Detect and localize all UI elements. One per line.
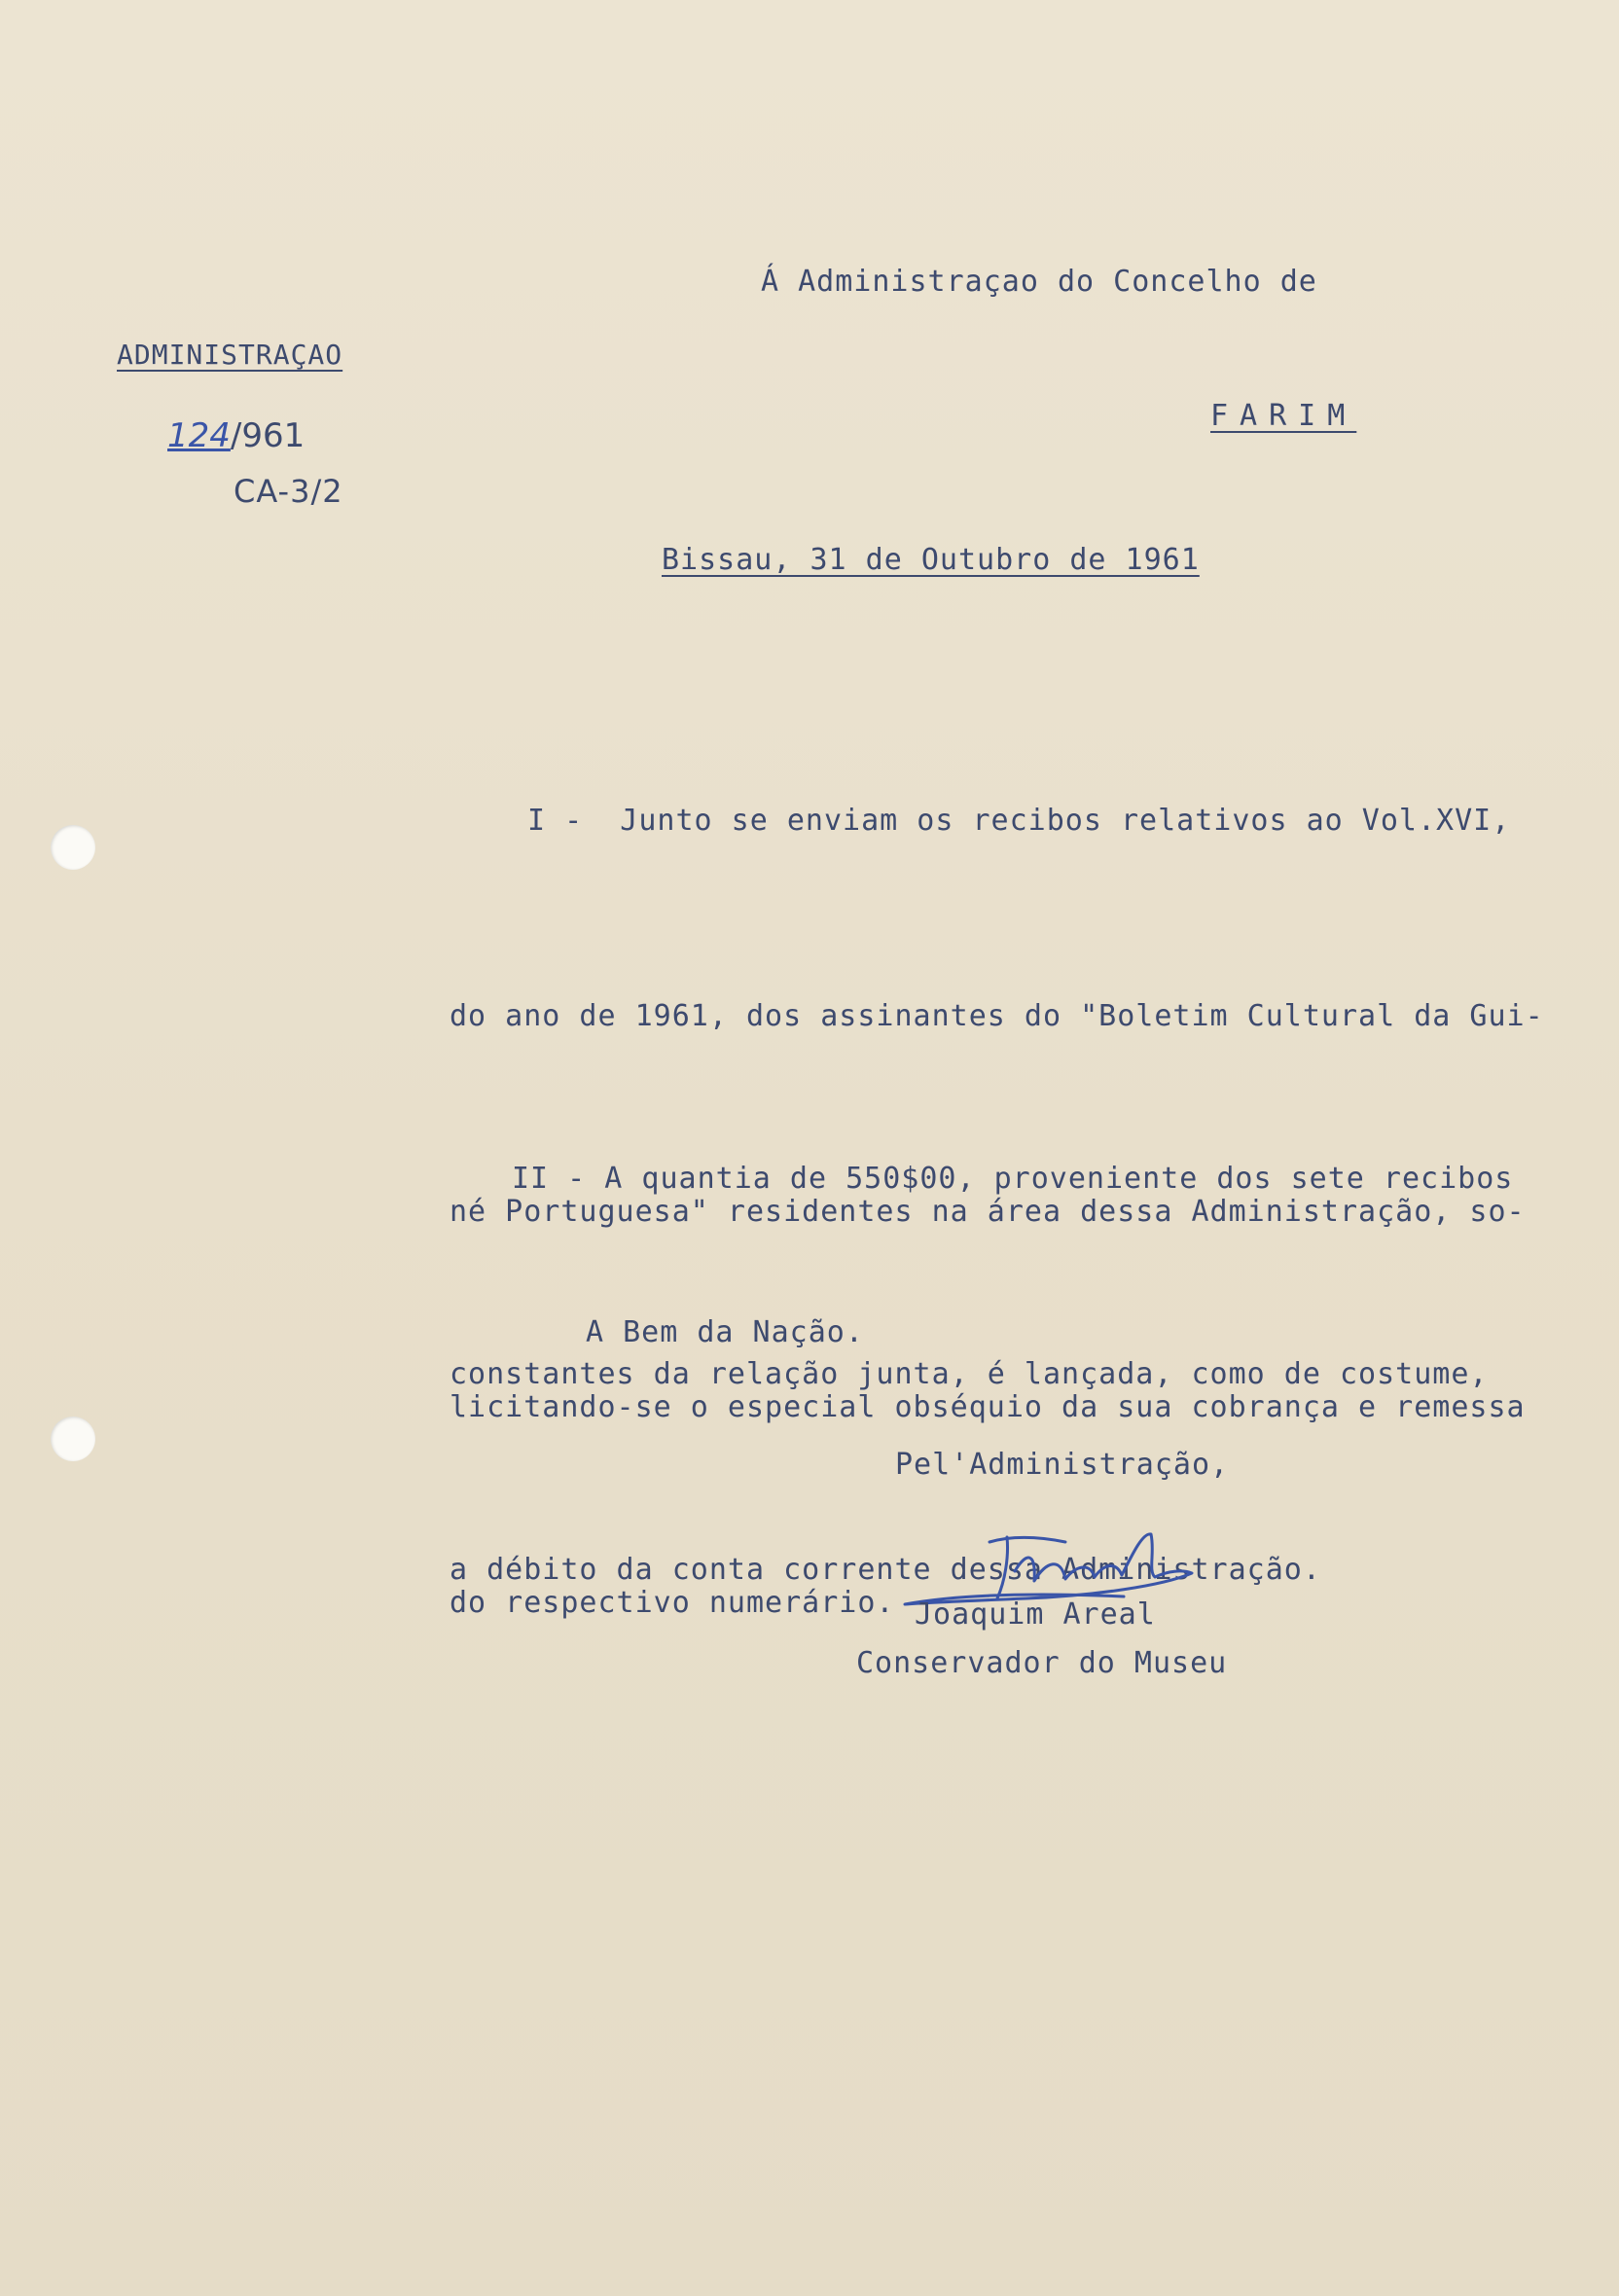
- paragraph-line: constantes da relação junta, é lançada, como de costume,: [450, 1357, 1489, 1391]
- department-label: ADMINISTRAÇAO: [117, 339, 343, 371]
- reference-number: [167, 416, 305, 455]
- paragraph-line: do respectivo numerário.: [450, 1586, 895, 1620]
- closing-formula: A Bem da Nação.: [586, 1315, 864, 1349]
- paragraph-line: II - A quantia de 550$00, proveniente dos sete recibos: [512, 1162, 1514, 1196]
- signature-prefix: Pel'Administração,: [895, 1448, 1230, 1482]
- destination-name: FARIM: [1210, 399, 1357, 433]
- paragraph-line: né Portuguesa" residentes na área dessa Administração, so-: [450, 1195, 1526, 1229]
- signatory-name: Joaquim Areal: [915, 1597, 1156, 1632]
- paragraph-line: I - Junto se enviam os recibos relativos ao Vol.XVI,: [527, 804, 1511, 838]
- paragraph-line: a débito da conta corrente dessa Administração.: [450, 1553, 1321, 1587]
- paragraph-line: licitando-se o especial obséquio da sua cobrança e remessa: [450, 1390, 1526, 1424]
- addressee-line: Á Administraçao do Concelho de: [761, 265, 1317, 299]
- punch-hole: [51, 825, 95, 870]
- reference-code: CA-3/2: [234, 473, 343, 510]
- handwritten-number: 124: [167, 416, 231, 455]
- punch-hole: [51, 1417, 95, 1461]
- signatory-title: Conservador do Museu: [856, 1646, 1228, 1680]
- paragraph-line: do ano de 1961, dos assinantes do "Boletim Cultural da Gui-: [450, 999, 1544, 1033]
- reference-year: /961: [230, 416, 306, 455]
- dateline: Bissau, 31 de Outubro de 1961: [662, 543, 1200, 577]
